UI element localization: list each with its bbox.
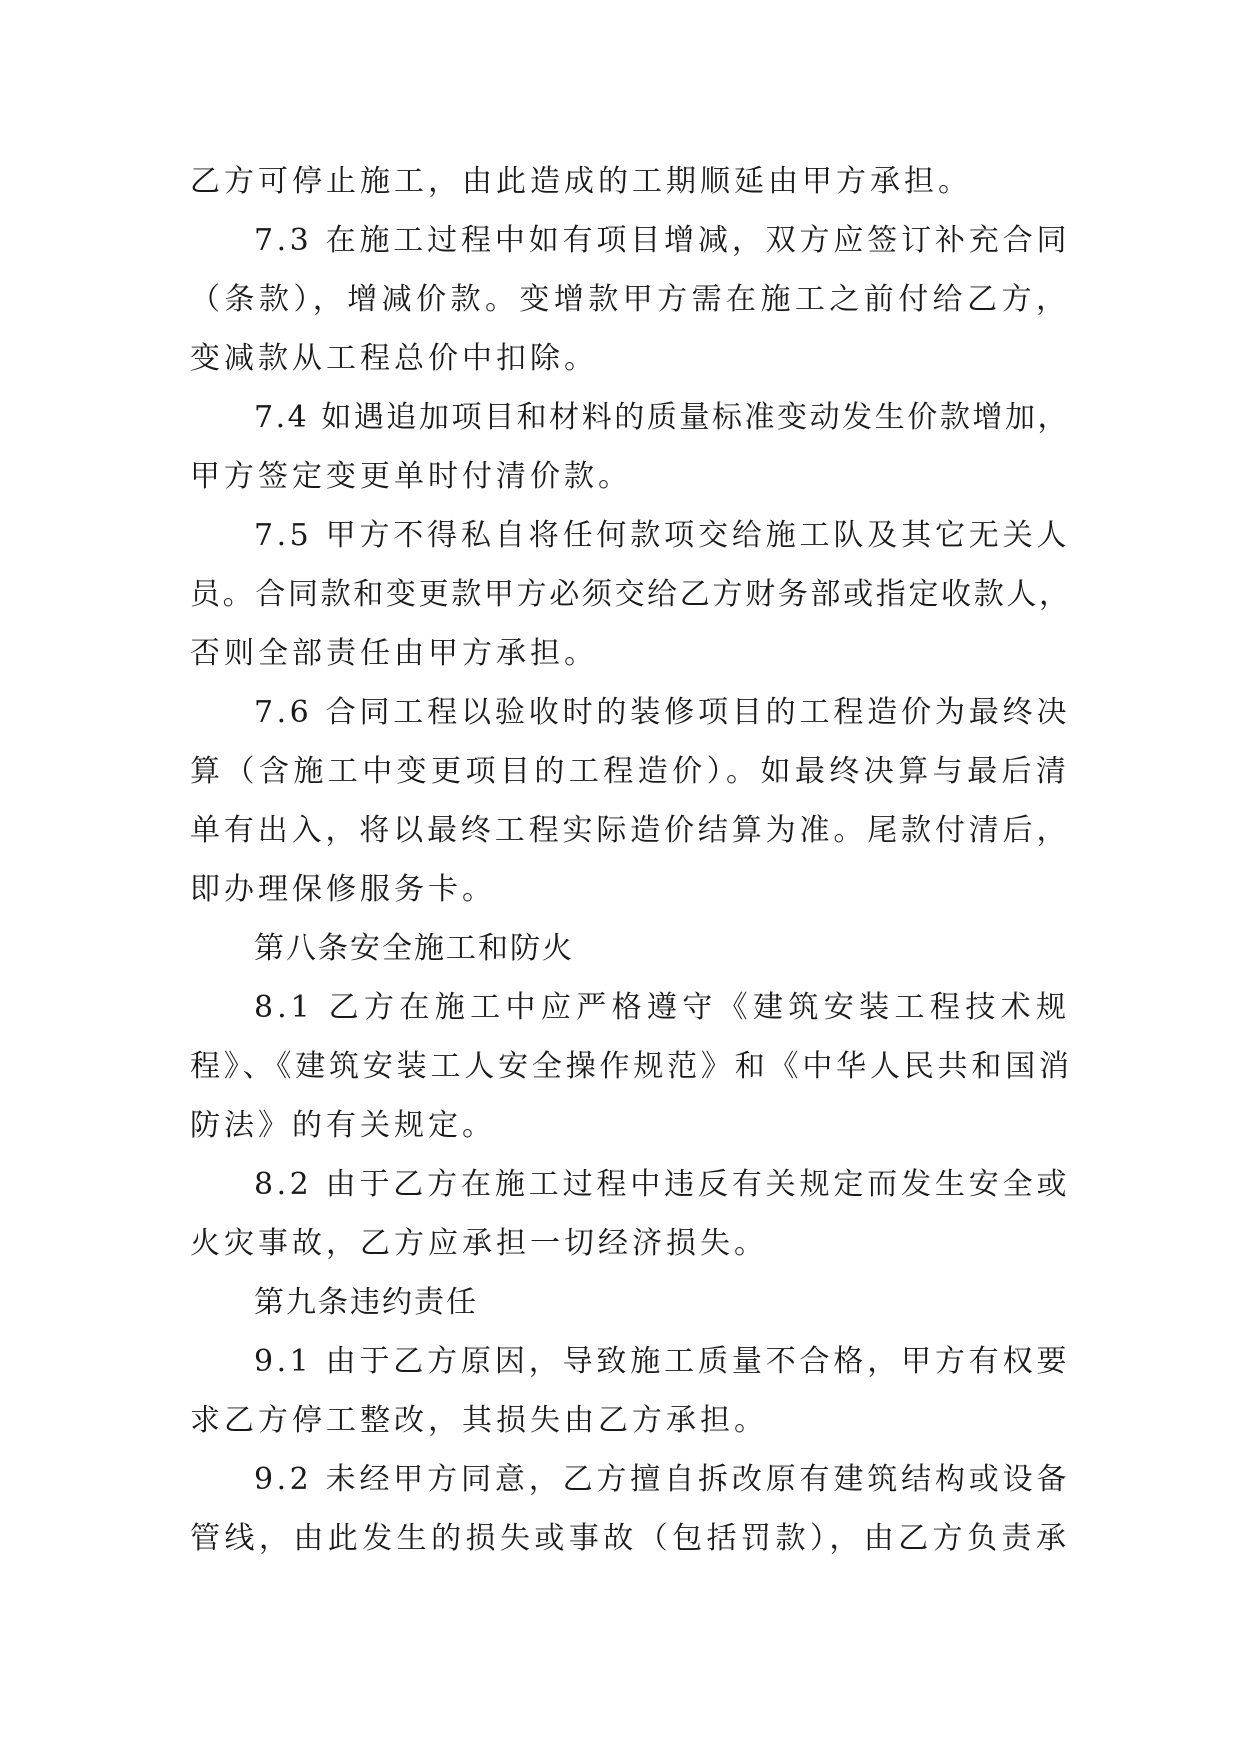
clause-7-6-line: 7.6 合同工程以验收时的装修项目的工程造价为最终决 (254, 695, 1070, 730)
text-line: 甲方签定变更单时付清价款。 (190, 459, 632, 494)
text-line: 员。合同款和变更款甲方必须交给乙方财务部或指定收款人， (190, 577, 1070, 612)
clause-7-3-line: 7.3 在施工过程中如有项目增减，双方应签订补充合同 (254, 223, 1070, 258)
text-line: 变减款从工程总价中扣除。 (190, 341, 598, 376)
text-line: （条款），增减价款。变增款甲方需在施工之前付给乙方， (190, 282, 1070, 317)
text-line: 火灾事故，乙方应承担一切经济损失。 (190, 1226, 768, 1261)
text-line: 求乙方停工整改，其损失由乙方承担。 (190, 1403, 768, 1438)
clause-7-5-line: 7.5 甲方不得私自将任何款项交给施工队及其它无关人 (254, 518, 1070, 553)
section-heading-8: 第八条安全施工和防火 (254, 931, 574, 966)
section-heading-9: 第九条违约责任 (254, 1285, 478, 1320)
text-line: 程》、《建筑安装工人安全操作规范》和《中华人民共和国消 (190, 1049, 1070, 1084)
text-line: 管线，由此发生的损失或事故（包括罚款），由乙方负责承 (190, 1521, 1070, 1556)
text-line: 防法》的有关规定。 (190, 1108, 496, 1143)
text-line: 算（含施工中变更项目的工程造价）。如最终决算与最后清 (190, 754, 1070, 789)
clause-7-4-line: 7.4 如遇追加项目和材料的质量标准变动发生价款增加， (254, 400, 1070, 435)
text-line: 乙方可停止施工，由此造成的工期顺延由甲方承担。 (190, 164, 972, 199)
contract-text (190, 152, 1070, 1568)
text-line: 否则全部责任由甲方承担。 (190, 636, 598, 671)
text-line: 即办理保修服务卡。 (190, 872, 496, 907)
text-line: 单有出入，将以最终工程实际造价结算为准。尾款付清后， (190, 813, 1070, 848)
clause-9-2-line: 9.2 未经甲方同意，乙方擅自拆改原有建筑结构或设备 (254, 1462, 1070, 1497)
clause-9-1-line: 9.1 由于乙方原因，导致施工质量不合格，甲方有权要 (254, 1344, 1070, 1379)
clause-8-2-line: 8.2 由于乙方在施工过程中违反有关规定而发生安全或 (254, 1167, 1070, 1202)
clause-8-1-line: 8.1 乙方在施工中应严格遵守《建筑安装工程技术规 (254, 990, 1070, 1025)
